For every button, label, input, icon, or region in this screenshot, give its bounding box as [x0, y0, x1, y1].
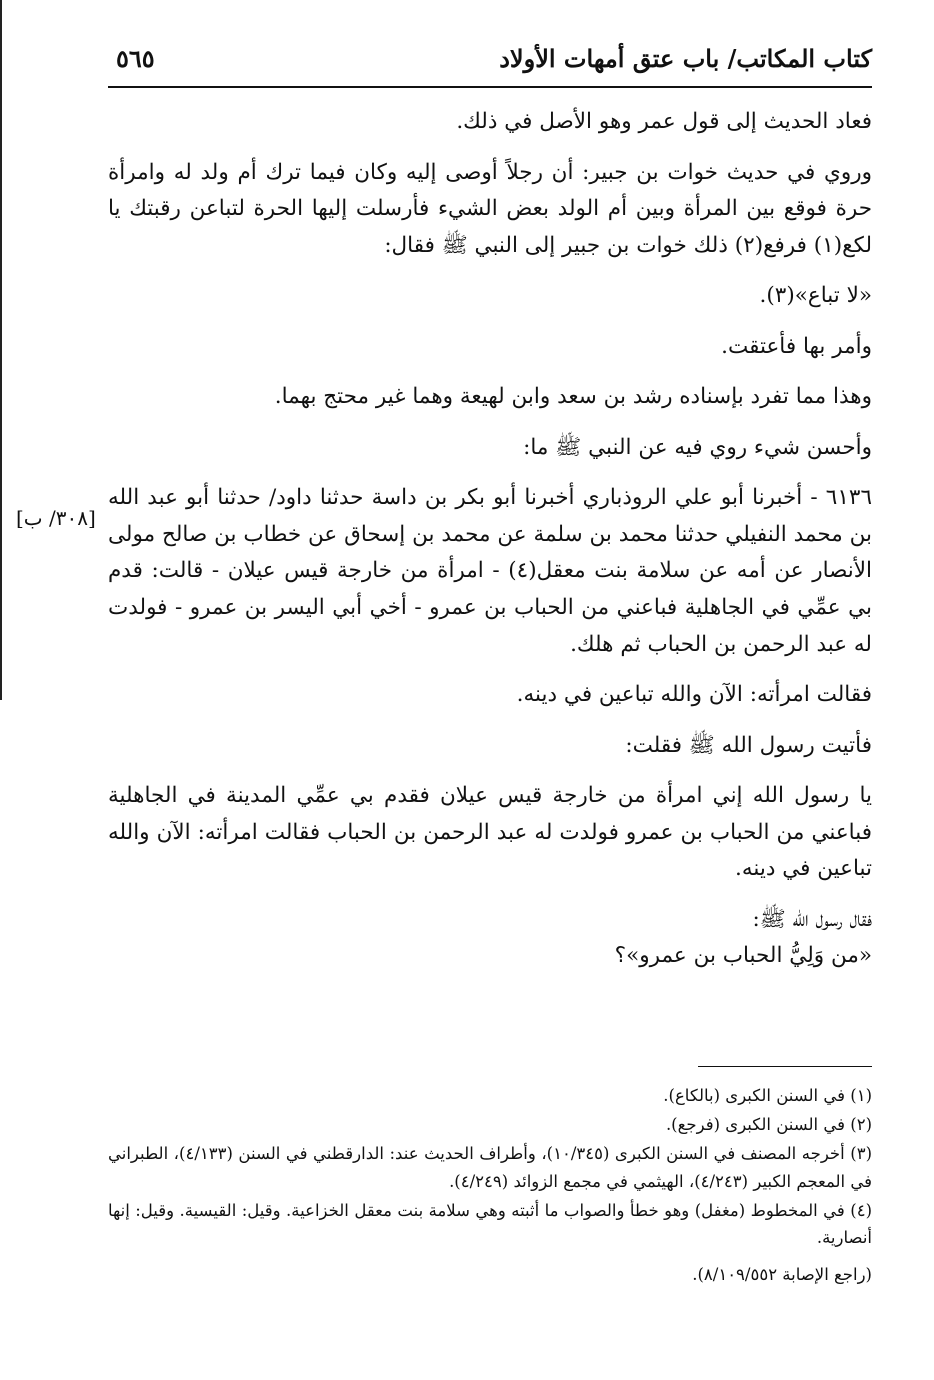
footnotes [108, 1082, 872, 1291]
scan-edge-line [0, 0, 2, 700]
margin-folio-note: [٣٠٨/ ب] [16, 506, 96, 530]
paragraph: وأمر بها فأعتقت. [721, 333, 872, 359]
footnote: (٣) أخرجه المصنف في السنن الكبرى (١٠/٣٤٥)، وأطراف الحديث عند: الدارقطني في السنن (٤/١٣٣)، الطبراني في المعجم الكبير (٤/٢٤٣)، الهيثمي في مجمع الزوائد (٤/٢٤٩). [108, 1144, 872, 1191]
hadith-chain: ٦١٣٦ - أخبرنا أبو علي الروذباري أخبرنا أبو بكر بن داسة حدثنا داود/ حدثنا أبو عبد الله بن محمد النفيلي حدثنا محمد بن سلمة عن محمد بن إسحاق عن خطاب بن صالح مولى الأنصار عن أمه عن سلامة بنت معقل(٤) - امرأة من خارجة قيس عيلان - قالت: قدم بي عمِّي في الجاهلية فباعني من الحباب بن عمرو - أخي أبي اليسر بن عمرو - فولدت له عبد الرحمن بن الحباب ثم هلك. [108, 485, 872, 657]
paragraph: وأحسن شيء روي فيه عن النبي ﷺ ما: [523, 434, 872, 460]
paragraph: وهذا مما تفرد بإسناده رشد بن سعد وابن لهيعة وهما غير محتج بهما. [274, 384, 872, 410]
running-header [108, 38, 872, 88]
paragraph: فقال رسول الله ﷺ: [752, 906, 872, 932]
paragraph: فعاد الحديث إلى قول عمر وهو الأصل في ذلك. [456, 109, 872, 134]
footnote: (١) في السنن الكبرى (بالكاع). [663, 1086, 872, 1105]
paragraph: يا رسول الله إني امرأة من خارجة قيس عيلان فقدم بي عمِّي المدينة في الجاهلية فباعني من الحباب بن عمرو فولدت له عبد الرحمن بن الحباب فقالت امرأته: الآن والله تباعين في دينه. [108, 783, 872, 882]
hadith-quote: «من وَلِيُّ الحباب بن عمرو»؟ [614, 943, 872, 969]
paragraph: فأتيت رسول الله ﷺ فقلت: [625, 732, 872, 758]
footnote: (٤) في المخطوط (مغفل) وهو خطأ والصواب ما أثبته وهي سلامة بنت معقل الخزاعية. وقيل: القيسية. وقيل: إنها أنصارية. [108, 1200, 872, 1248]
main-text [108, 104, 872, 989]
page-number: ٥٦٥ [116, 44, 155, 73]
footnote: (٢) في السنن الكبرى (فرجع). [665, 1115, 872, 1135]
paragraph: فقالت امرأته: الآن والله تباعين في دينه. [516, 682, 872, 708]
hadith-quote: «لا تباع»(٣). [759, 283, 872, 309]
header-title: كتاب المكاتب/ باب عتق أمهات الأولاد [499, 44, 872, 73]
footnote-reference: (راجع الإصابة ٨/١٠٩/٥٥٢). [692, 1265, 872, 1285]
footnote-separator [698, 1066, 872, 1067]
paragraph: وروي في حديث خوات بن جبير: أن رجلاً أوصى إليه وكان فيما ترك أم ولد له وامرأة حرة فوقع بين المرأة وبين أم الولد بعض الشيء فأرسلت إليها الحرة لتباعن رقبتك يا لكع(١) فرفع(٢) ذلك خوات بن جبير إلى النبي ﷺ فقال: [108, 159, 872, 258]
